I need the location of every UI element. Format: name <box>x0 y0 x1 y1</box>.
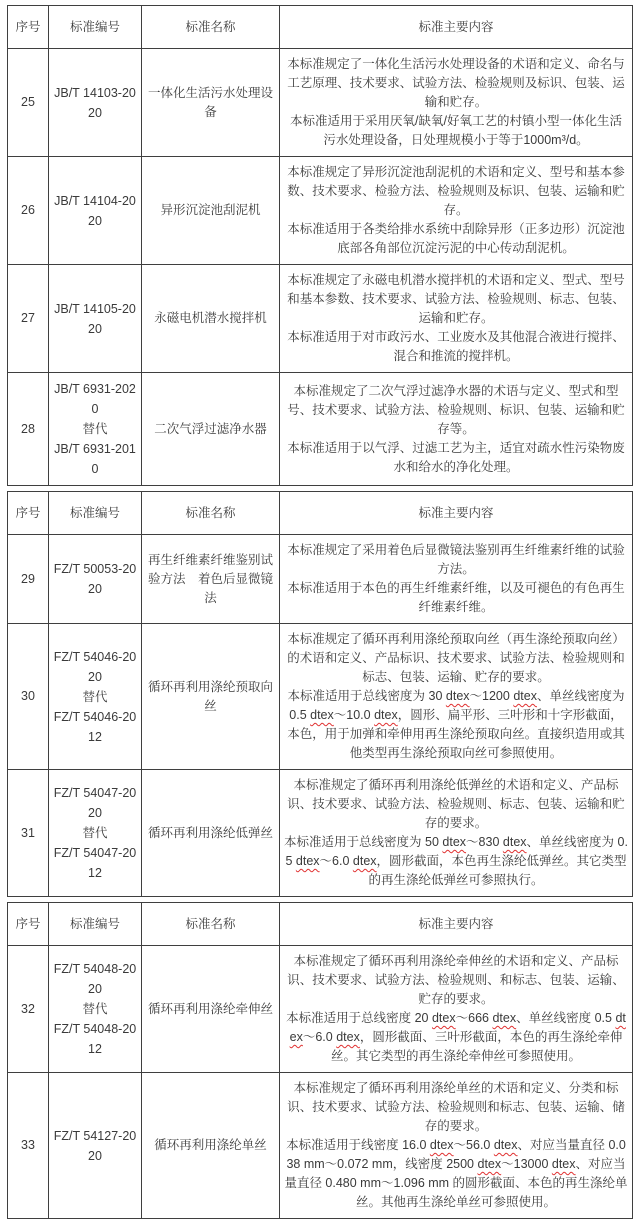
spellcheck-underline: dtex <box>493 1138 518 1152</box>
header-row <box>8 6 633 49</box>
spellcheck-underline: dtex <box>310 708 334 722</box>
table-row <box>8 770 633 897</box>
content-paragraph: 本标准适用于线密度 16.0 dtex～56.0 dtex、对应当量直径 0.038 mm～0.072 mm，线密度 2500 dtex～13000 dtex、对应当量直径 0.480 mm～1.096 mm 的圆形截面、本色的再生涤纶单丝。其他再生涤纶单丝可参照使用。 <box>284 1138 628 1209</box>
table-row <box>8 946 633 1073</box>
column-header-no: 序号 <box>8 6 49 49</box>
spellcheck-underline: dtex <box>429 1138 454 1152</box>
cell-serial-number: 33 <box>8 1073 49 1219</box>
spellcheck-underline: dtex <box>513 689 537 703</box>
cell-standard-code <box>49 535 142 624</box>
cell-standard-code <box>49 49 142 157</box>
standard-code-line: FZ/T 54046-2012 <box>53 709 137 744</box>
spellcheck-underline: dtex <box>502 835 527 849</box>
spellcheck-underline: dtex <box>442 835 467 849</box>
content-paragraph: 本标准规定了二次气浮过滤净水器的术语与定义、型式和型号、技术要求、试验方法、检验规则、标识、包装、运输和贮存等。 <box>287 383 625 436</box>
column-header-content: 标准主要内容 <box>280 6 633 49</box>
content-paragraph: 本标准适用于本色的再生纤维素纤维，以及可褪色的有色再生纤维素纤维。 <box>287 581 625 614</box>
cell-standard-name: 二次气浮过滤净水器 <box>142 373 280 486</box>
column-header-content: 标准主要内容 <box>280 903 633 946</box>
cell-standard-code <box>49 373 142 486</box>
content-paragraph: 本标准适用于总线密度为 50 dtex～830 dtex、单丝线密度为 0.5 dtex～6.0 dtex，圆形截面，本色再生涤纶低弹丝。其它类型的再生涤纶低弹丝可参照执行。 <box>284 835 628 887</box>
header-row <box>8 903 633 946</box>
cell-serial-number: 25 <box>8 49 49 157</box>
cell-standard-name: 一体化生活污水处理设备 <box>142 49 280 157</box>
spellcheck-underline: dtex <box>352 854 377 868</box>
cell-serial-number: 28 <box>8 373 49 486</box>
column-header-name: 标准名称 <box>142 492 280 535</box>
cell-standard-content <box>280 49 633 157</box>
standards-table-2 <box>7 491 633 897</box>
standard-code-line: 替代 <box>82 1002 108 1016</box>
cell-standard-name: 再生纤维素纤维鉴别试验方法 着色后显微镜法 <box>142 535 280 624</box>
content-paragraph: 本标准适用于总线密度为 30 dtex～1200 dtex、单丝线密度为 0.5 dtex～10.0 dtex，圆形、扁平形、三叶形和十字形截面，本色，用于加弹和牵伸用再生涤纶预取向丝。直接织造用或其他类型再生涤纶预取向丝可参照使用。 <box>287 689 625 760</box>
spellcheck-underline: dtex <box>374 708 398 722</box>
spellcheck-underline: dtex <box>289 1011 626 1044</box>
spellcheck-underline: dtex <box>445 689 470 703</box>
content-paragraph: 本标准适用于以气浮、过滤工艺为主，适宜对疏水性污染物废水和给水的净化处理。 <box>287 440 625 474</box>
standard-code-line: 替代 <box>82 422 108 436</box>
header-row <box>8 492 633 535</box>
standard-code-line: JB/T 6931-2020 <box>54 382 136 416</box>
table-row <box>8 373 633 486</box>
cell-standard-content <box>280 770 633 897</box>
cell-standard-name: 循环再利用涤纶牵伸丝 <box>142 946 280 1073</box>
column-header-name: 标准名称 <box>142 6 280 49</box>
content-paragraph: 本标准适用于采用厌氧/缺氧/好氧工艺的村镇小型一体化生活污水处理设备，日处理规模小于等于1000m³/d。 <box>290 114 622 147</box>
cell-serial-number: 30 <box>8 624 49 770</box>
cell-serial-number: 29 <box>8 535 49 624</box>
standard-code-line: FZ/T 54127-2020 <box>53 1128 137 1163</box>
cell-standard-code <box>49 624 142 770</box>
cell-standard-code <box>49 770 142 897</box>
column-header-code: 标准编号 <box>49 6 142 49</box>
cell-standard-code <box>49 157 142 265</box>
spellcheck-underline: dtex <box>431 1011 456 1025</box>
column-header-no: 序号 <box>8 492 49 535</box>
cell-serial-number: 32 <box>8 946 49 1073</box>
spellcheck-underline: dtex <box>492 1011 517 1025</box>
standard-code-line: 替代 <box>82 689 108 704</box>
cell-serial-number: 31 <box>8 770 49 897</box>
standard-code-line: JB/T 14105-2020 <box>54 301 136 336</box>
column-header-no: 序号 <box>8 903 49 946</box>
cell-standard-name: 异形沉淀池刮泥机 <box>142 157 280 265</box>
spellcheck-underline: dtex <box>295 854 320 868</box>
content-paragraph: 本标准规定了循环再利用涤纶低弹丝的术语和定义、产品标识、技术要求、试验方法、检验规则、标志、包装、运输和贮存的要求。 <box>287 778 625 830</box>
cell-standard-code <box>49 265 142 373</box>
content-paragraph: 本标准规定了采用着色后显微镜法鉴别再生纤维素纤维的试验方法。 <box>287 543 625 576</box>
column-header-code: 标准编号 <box>49 903 142 946</box>
cell-standard-content <box>280 373 633 486</box>
spellcheck-underline: dtex <box>336 1030 360 1044</box>
cell-standard-content <box>280 1073 633 1219</box>
cell-standard-name: 循环再利用涤纶预取向丝 <box>142 624 280 770</box>
content-paragraph: 本标准规定了循环再利用涤纶预取向丝（再生涤纶预取向丝）的术语和定义、产品标识、技术要求、试验方法、检验规则和标志、包装、运输、贮存的要求。 <box>287 632 625 684</box>
content-paragraph: 本标准规定了永磁电机潜水搅拌机的术语和定义、型式、型号和基本参数、技术要求、试验方法、检验规则、标志、包装、运输和贮存。 <box>287 273 625 325</box>
cell-standard-content <box>280 946 633 1073</box>
cell-standard-code <box>49 946 142 1073</box>
cell-standard-name: 循环再利用涤纶单丝 <box>142 1073 280 1219</box>
standard-code-line: JB/T 14103-2020 <box>54 85 136 120</box>
table-row <box>8 1073 633 1219</box>
content-paragraph: 本标准规定了异形沉淀池刮泥机的术语和定义、型号和基本参数、技术要求、检验方法、检验规则及标识、包装、运输和贮存。 <box>287 165 625 217</box>
standard-code-line: JB/T 6931-2010 <box>54 442 136 476</box>
table-row <box>8 157 633 265</box>
standards-table-3 <box>7 902 633 1219</box>
table-row <box>8 49 633 157</box>
table-row <box>8 535 633 624</box>
column-header-name: 标准名称 <box>142 903 280 946</box>
content-paragraph: 本标准规定了循环再利用涤纶单丝的术语和定义、分类和标识、技术要求、试验方法、检验规则和标志、包装、运输、储存的要求。 <box>287 1081 625 1133</box>
cell-serial-number: 26 <box>8 157 49 265</box>
column-header-content: 标准主要内容 <box>280 492 633 535</box>
standard-code-line: JB/T 14104-2020 <box>54 193 136 228</box>
cell-standard-content <box>280 535 633 624</box>
cell-serial-number: 27 <box>8 265 49 373</box>
cell-standard-content <box>280 157 633 265</box>
standard-code-line: FZ/T 54047-2020 <box>53 786 137 820</box>
standard-code-line: FZ/T 50053-2020 <box>53 562 137 596</box>
cell-standard-name: 循环再利用涤纶低弹丝 <box>142 770 280 897</box>
standard-code-line: FZ/T 54046-2020 <box>53 649 137 684</box>
cell-standard-name: 永磁电机潜水搅拌机 <box>142 265 280 373</box>
content-paragraph: 本标准规定了一体化生活污水处理设备的术语和定义、命名与工艺原理、技术要求、试验方法、检验规则及标识、包装、运输和贮存。 <box>287 57 625 109</box>
content-paragraph: 本标准适用于对市政污水、工业废水及其他混合液进行搅拌、混合和推流的搅拌机。 <box>287 330 625 363</box>
standard-code-line: 替代 <box>82 826 108 840</box>
spellcheck-underline: dtex <box>477 1157 502 1171</box>
cell-standard-code <box>49 1073 142 1219</box>
standards-table-1 <box>7 5 633 486</box>
table-row <box>8 624 633 770</box>
column-header-code: 标准编号 <box>49 492 142 535</box>
content-paragraph: 本标准适用于总线密度 20 dtex～666 dtex、单丝线密度 0.5 dtex～6.0 dtex，圆形截面、三叶形截面，本色的再生涤纶牵伸丝。其它类型的再生涤纶牵伸丝可参照使用。 <box>286 1011 626 1063</box>
table-row <box>8 265 633 373</box>
content-paragraph: 本标准适用于各类给排水系统中刮除异形（正多边形）沉淀池底部各角部位沉淀污泥的中心传动刮泥机。 <box>287 222 625 255</box>
standard-code-line: FZ/T 54047-2012 <box>53 846 137 880</box>
cell-standard-content <box>280 265 633 373</box>
standard-code-line: FZ/T 54048-2020 <box>53 962 137 996</box>
content-paragraph: 本标准规定了循环再利用涤纶牵伸丝的术语和定义、产品标识、技术要求、试验方法、检验规则、和标志、包装、运输、贮存的要求。 <box>287 954 625 1006</box>
spellcheck-underline: dtex <box>551 1157 576 1171</box>
cell-standard-content <box>280 624 633 770</box>
standard-code-line: FZ/T 54048-2012 <box>53 1022 137 1056</box>
